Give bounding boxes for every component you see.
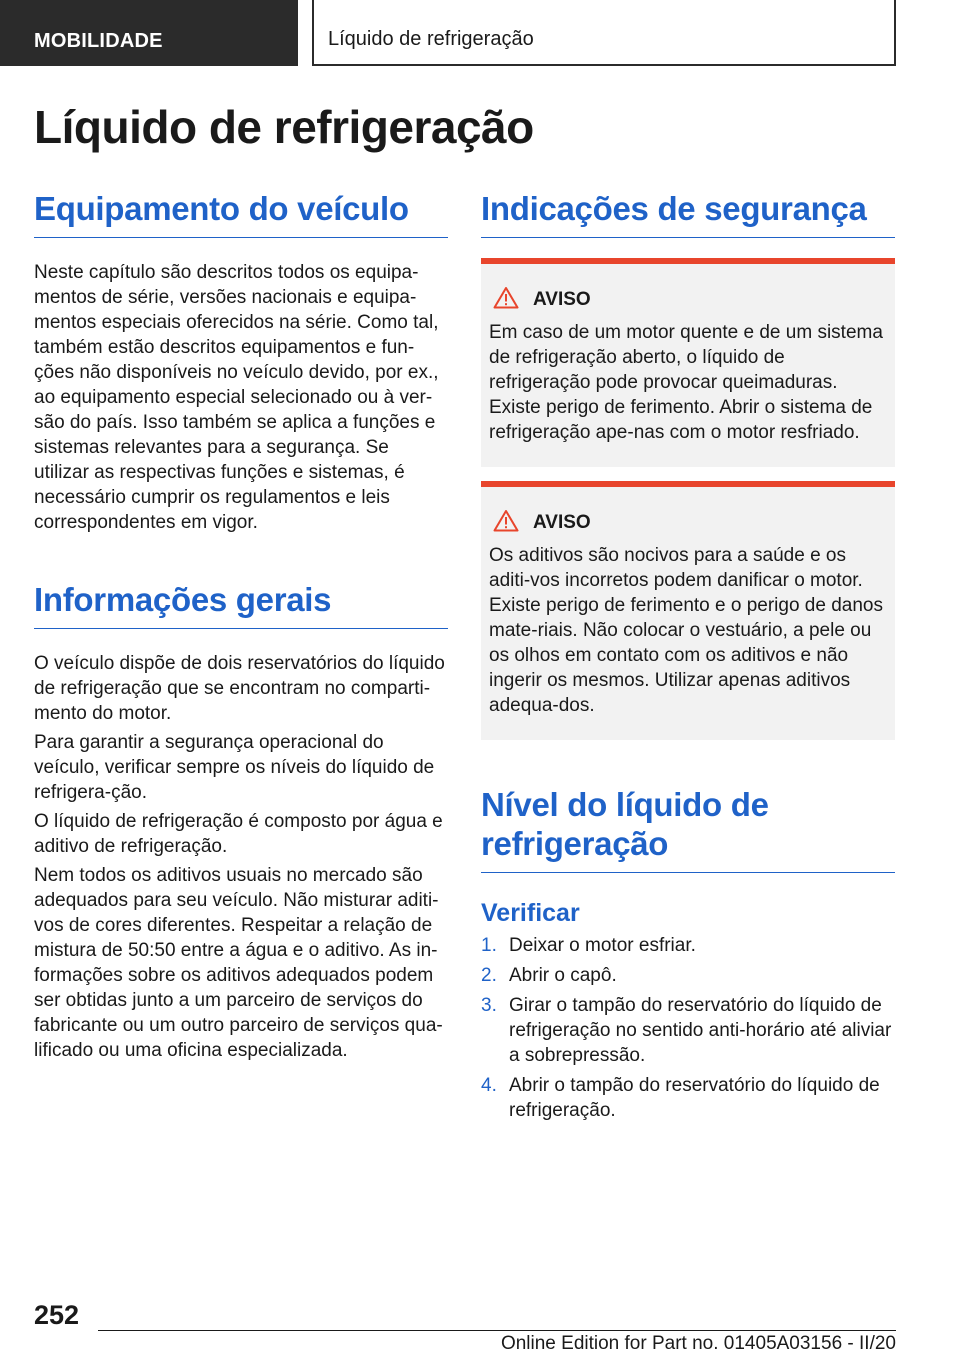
footer-edition: Online Edition for Part no. 01405A03156 - II/20 (500, 1333, 896, 1354)
left-column (34, 190, 448, 1063)
step-text: Abrir o tampão do reservatório do líquido de refrigeração. (509, 1074, 880, 1121)
list-item (481, 993, 895, 1068)
list-item (481, 1073, 895, 1123)
step-number: 3. (481, 994, 497, 1016)
warning-header (493, 286, 887, 314)
step-text: Girar o tampão do reservatório do líquido de refrigeração no sentido anti-horário até aliviar a sobrepressão. (509, 994, 892, 1066)
warning-box (481, 481, 895, 740)
list-item (481, 963, 895, 988)
paragraph-vehicle-equipment: Neste capítulo são descritos todos os equipa-mentos de série, versões nacionais e equipa-mentos especiais oferecidos na série. Como tal, também estão descritos equipamentos e fun-ções não disponíveis no veículo devido, por ex., ao equipamento especial selecionado ou à ver-são do país. Isso também se aplica a funções e sistemas relevantes para a segurança. Se utilizar as respectivas funções e sistemas, é necessário cumprir os regulamentos e leis correspondentes em vigor. (34, 261, 439, 533)
warning-box (481, 258, 895, 467)
heading-vehicle-equipment: Equipamento do veículo (34, 190, 448, 238)
subheading-check: Verificar (481, 898, 580, 927)
step-number: 2. (481, 964, 497, 986)
page-title: Líquido de refrigeração (34, 101, 534, 153)
warning-text: Em caso de um motor quente e de um sistema de refrigeração aberto, o líquido de refrigeração pode provocar queimaduras. Existe perigo de ferimento. Abrir o sistema de refrigeração ape-nas com o motor resfriado. (489, 321, 883, 443)
page-number: 252 (34, 1300, 80, 1330)
paragraph-general-4: Nem todos os aditivos usuais no mercado são adequados para seu veículo. Não misturar aditi-vos de cores diferentes. Respeitar a relação de mistura de 50:50 entre a água e o aditivo. As in-formações sobre os aditivos adequados podem ser obtidas junto a um parceiro de serviços do fabricante ou um outro parceiro de serviços qua-lificado ou uma oficina especializada. (34, 864, 443, 1061)
warning-label: AVISO (533, 511, 591, 533)
heading-safety: Indicações de segurança (481, 190, 895, 238)
paragraph-general-3: O líquido de refrigeração é composto por água e aditivo de refrigeração. (34, 810, 443, 857)
step-text: Abrir o capô. (509, 964, 617, 986)
section-tab: MOBILIDADE (0, 0, 298, 66)
paragraph-general-1: O veículo dispõe de dois reservatórios do líquido de refrigeração que se encontram no comparti-mento do motor. (34, 652, 445, 724)
step-number: 1. (481, 934, 497, 956)
footer-divider (98, 1330, 896, 1331)
paragraph-general-2: Para garantir a segurança operacional do veículo, verificar sempre os níveis do líquido de refrigera-ção. (34, 731, 435, 803)
warning-text: Os aditivos são nocivos para a saúde e os aditi-vos incorretos podem danificar o motor. Existe perigo de ferimento e o perigo de danos mate-riais. Não colocar o vestuário, a pele ou os olhos em contato com os aditivos e não ingerir os mesmos. Utilizar apenas aditivos adequa-dos. (489, 544, 883, 716)
list-item (481, 933, 895, 958)
heading-coolant-level: Nível do líquido de refrigeração (481, 786, 895, 873)
warning-triangle-icon (493, 286, 519, 314)
right-column (481, 190, 895, 1123)
step-number: 4. (481, 1074, 497, 1096)
chapter-tab: Líquido de refrigeração (312, 0, 896, 66)
warning-header (493, 509, 887, 537)
warning-label: AVISO (533, 288, 591, 310)
page-header (0, 0, 960, 66)
check-steps-list (481, 933, 895, 1123)
heading-general-info: Informações gerais (34, 581, 448, 629)
step-text: Deixar o motor esfriar. (509, 934, 696, 956)
warning-triangle-icon (493, 509, 519, 537)
